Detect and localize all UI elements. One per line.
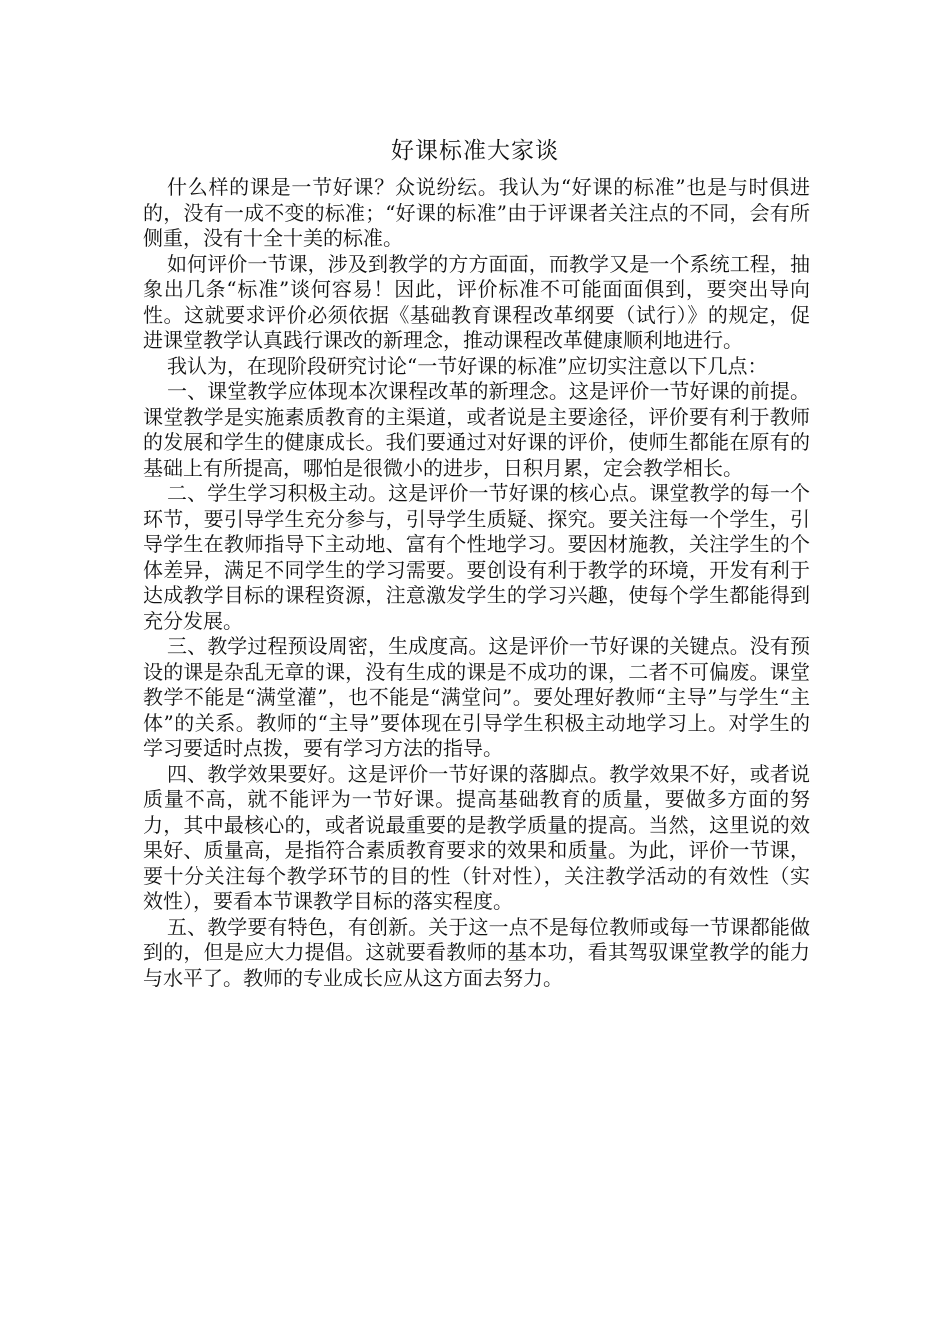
- document-title: 好课标准大家谈: [391, 138, 559, 164]
- paragraph-point-5: 五、教学要有特色，有创新。关于这一点不是每位教师或每一节课都能做到的，但是应大力提倡。这就要看教师的基本功，看其驾驭课堂教学的能力与水平了。教师的专业成长应从这方面去努力。: [143, 914, 810, 990]
- paragraph-point-4: 四、教学效果要好。这是评价一节好课的落脚点。教学效果不好，或者说质量不高，就不能评为一节好课。提高基础教育的质量，要做多方面的努力，其中最核心的，或者说最重要的是教学质量的提高。当然，这里说的效果好、质量高，是指符合素质教育要求的效果和质量。为此，评价一节课，要十分关注每个教学环节的目的性（针对性），关注教学活动的有效性（实效性），要看本节课教学目标的落实程度。: [143, 761, 810, 913]
- paragraph-point-1: 一、课堂教学应体现本次课程改革的新理念。这是评价一节好课的前提。课堂教学是实施素质教育的主渠道，或者说是主要途径，评价要有利于教师的发展和学生的健康成长。我们要通过对好课的评价，使师生都能在原有的基础上有所提高，哪怕是很微小的进步，日积月累，定会教学相长。: [143, 379, 810, 480]
- paragraph-evaluation: 如何评价一节课，涉及到教学的方方面面，而教学又是一个系统工程，抽象出几条“标准”谈何容易！因此，评价标准不可能面面俱到，要突出导向性。这就要求评价必须依据《基础教育课程改革纲要（试行）》的规定，促进课堂教学认真践行课改的新理念，推动课程改革健康顺利地进行。: [143, 251, 810, 352]
- paragraph-intro: 什么样的课是一节好课？众说纷纭。我认为“好课的标准”也是与时俱进的，没有一成不变的标准；“好课的标准”由于评课者关注点的不同，会有所侧重，没有十全十美的标准。: [143, 175, 810, 250]
- paragraph-point-2: 二、学生学习积极主动。这是评价一节好课的核心点。课堂教学的每一个环节，要引导学生充分参与，引导学生质疑、探究。要关注每一个学生，引导学生在教师指导下主动地、富有个性地学习。要因材施教，关注学生的个体差异，满足不同学生的学习需要。要创设有利于教学的环境，开发有利于达成教学目标的课程资源，注意激发学生的学习兴趣，使每个学生都能得到充分发展。: [143, 481, 810, 633]
- paragraph-points-lead: 我认为，在现阶段研究讨论“一节好课的标准”应切实注意以下几点：: [167, 353, 768, 378]
- document-body: [143, 175, 810, 991]
- paragraph-point-3: 三、教学过程预设周密，生成度高。这是评价一节好课的关键点。没有预设的课是杂乱无章的课，没有生成的课是不成功的课，二者不可偏废。课堂教学不能是“满堂灌”，也不能是“满堂问”。要处理好教师“主导”与学生“主体”的关系。教师的“主导”要体现在引导学生积极主动地学习上。对学生的学习要适时点拨，要有学习方法的指导。: [143, 634, 810, 760]
